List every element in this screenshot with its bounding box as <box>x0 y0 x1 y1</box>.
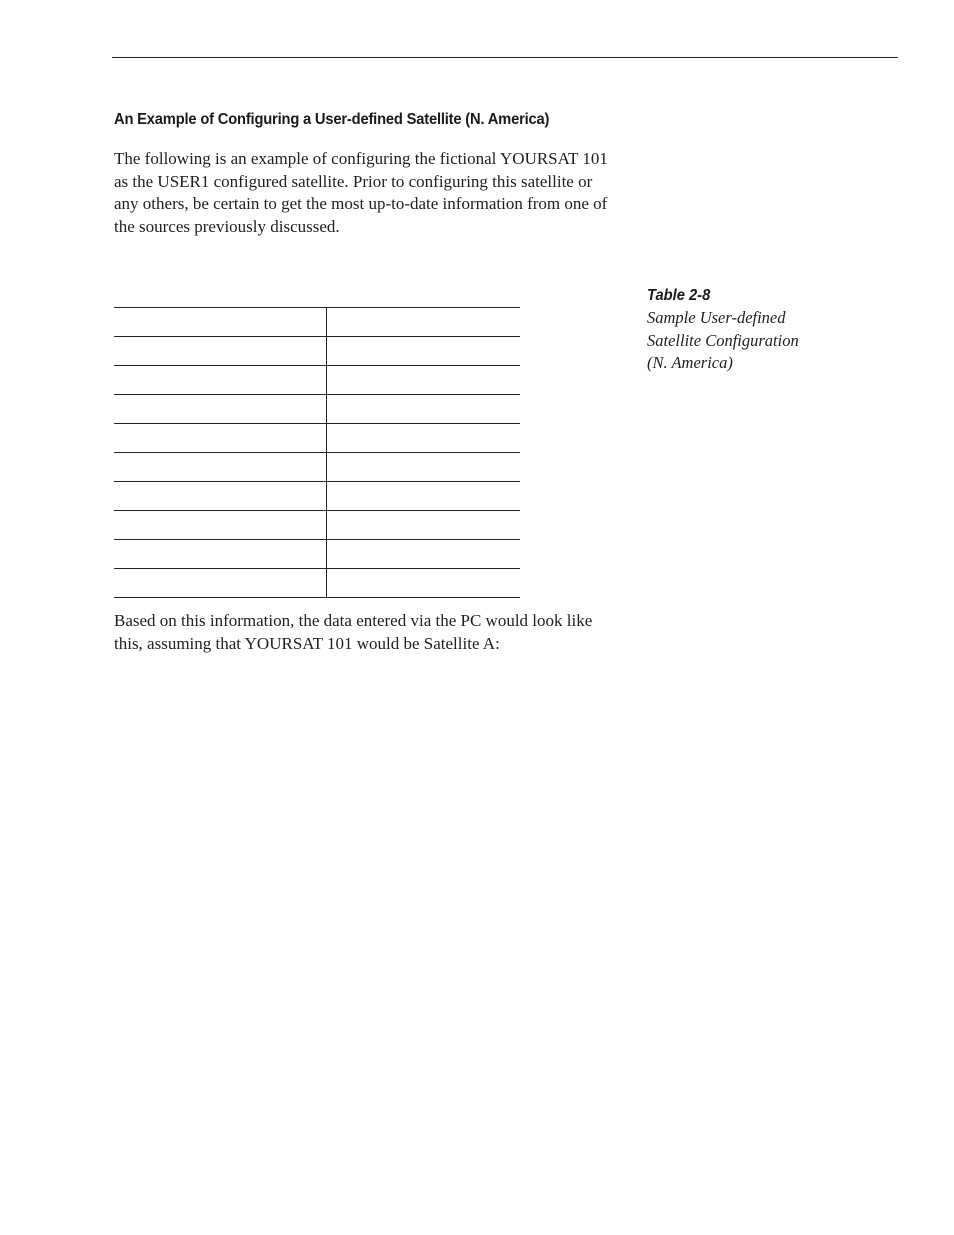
table-cell-value <box>327 482 521 511</box>
table-caption <box>647 285 857 375</box>
table-row <box>114 511 520 540</box>
table-row <box>114 308 520 337</box>
table-cell-value <box>327 540 521 569</box>
satellite-config-table <box>114 307 520 598</box>
table-cell-parameter <box>114 511 327 540</box>
table-row <box>114 395 520 424</box>
table-cell-value <box>327 569 521 598</box>
section-heading: An Example of Configuring a User-defined Satellite (N. America) <box>114 111 550 128</box>
table-cell-value <box>327 308 521 337</box>
table-cell-value <box>327 337 521 366</box>
table-cell-parameter <box>114 453 327 482</box>
table-caption-title <box>647 307 857 375</box>
table-cell-parameter <box>114 569 327 598</box>
intro-paragraph: The following is an example of configuring the fictional YOURSAT 101 as the USER1 configured satellite. Prior to configuring this satellite or any others, be certain to get the most up-to-date information from one of the sources previously discussed. <box>114 149 608 236</box>
table-row <box>114 453 520 482</box>
table-row <box>114 337 520 366</box>
table-cell-value <box>327 366 521 395</box>
table-row <box>114 482 520 511</box>
table-cell-parameter <box>114 424 327 453</box>
table-cell-value <box>327 511 521 540</box>
table-caption-title-line: Satellite Configuration <box>647 330 799 350</box>
table-cell-parameter <box>114 482 327 511</box>
table-cell-parameter <box>114 366 327 395</box>
followup-paragraph: Based on this information, the data entered via the PC would look like this, assuming that YOURSAT 101 would be Satellite A: <box>114 611 593 653</box>
table-cell-value <box>327 424 521 453</box>
table-cell-parameter <box>114 308 327 337</box>
page-header-rule <box>112 57 898 58</box>
table-caption-label: Table 2-8 <box>647 287 711 304</box>
table-cell-value <box>327 395 521 424</box>
table-cell-parameter <box>114 540 327 569</box>
table-cell-parameter <box>114 337 327 366</box>
table-caption-title-line: Sample User-defined <box>647 308 786 327</box>
table-caption-title-line: (N. America) <box>647 353 733 372</box>
table-cell-value <box>327 453 521 482</box>
table-row <box>114 366 520 395</box>
table-row <box>114 540 520 569</box>
table-row <box>114 424 520 453</box>
table-row <box>114 569 520 598</box>
table-cell-parameter <box>114 395 327 424</box>
